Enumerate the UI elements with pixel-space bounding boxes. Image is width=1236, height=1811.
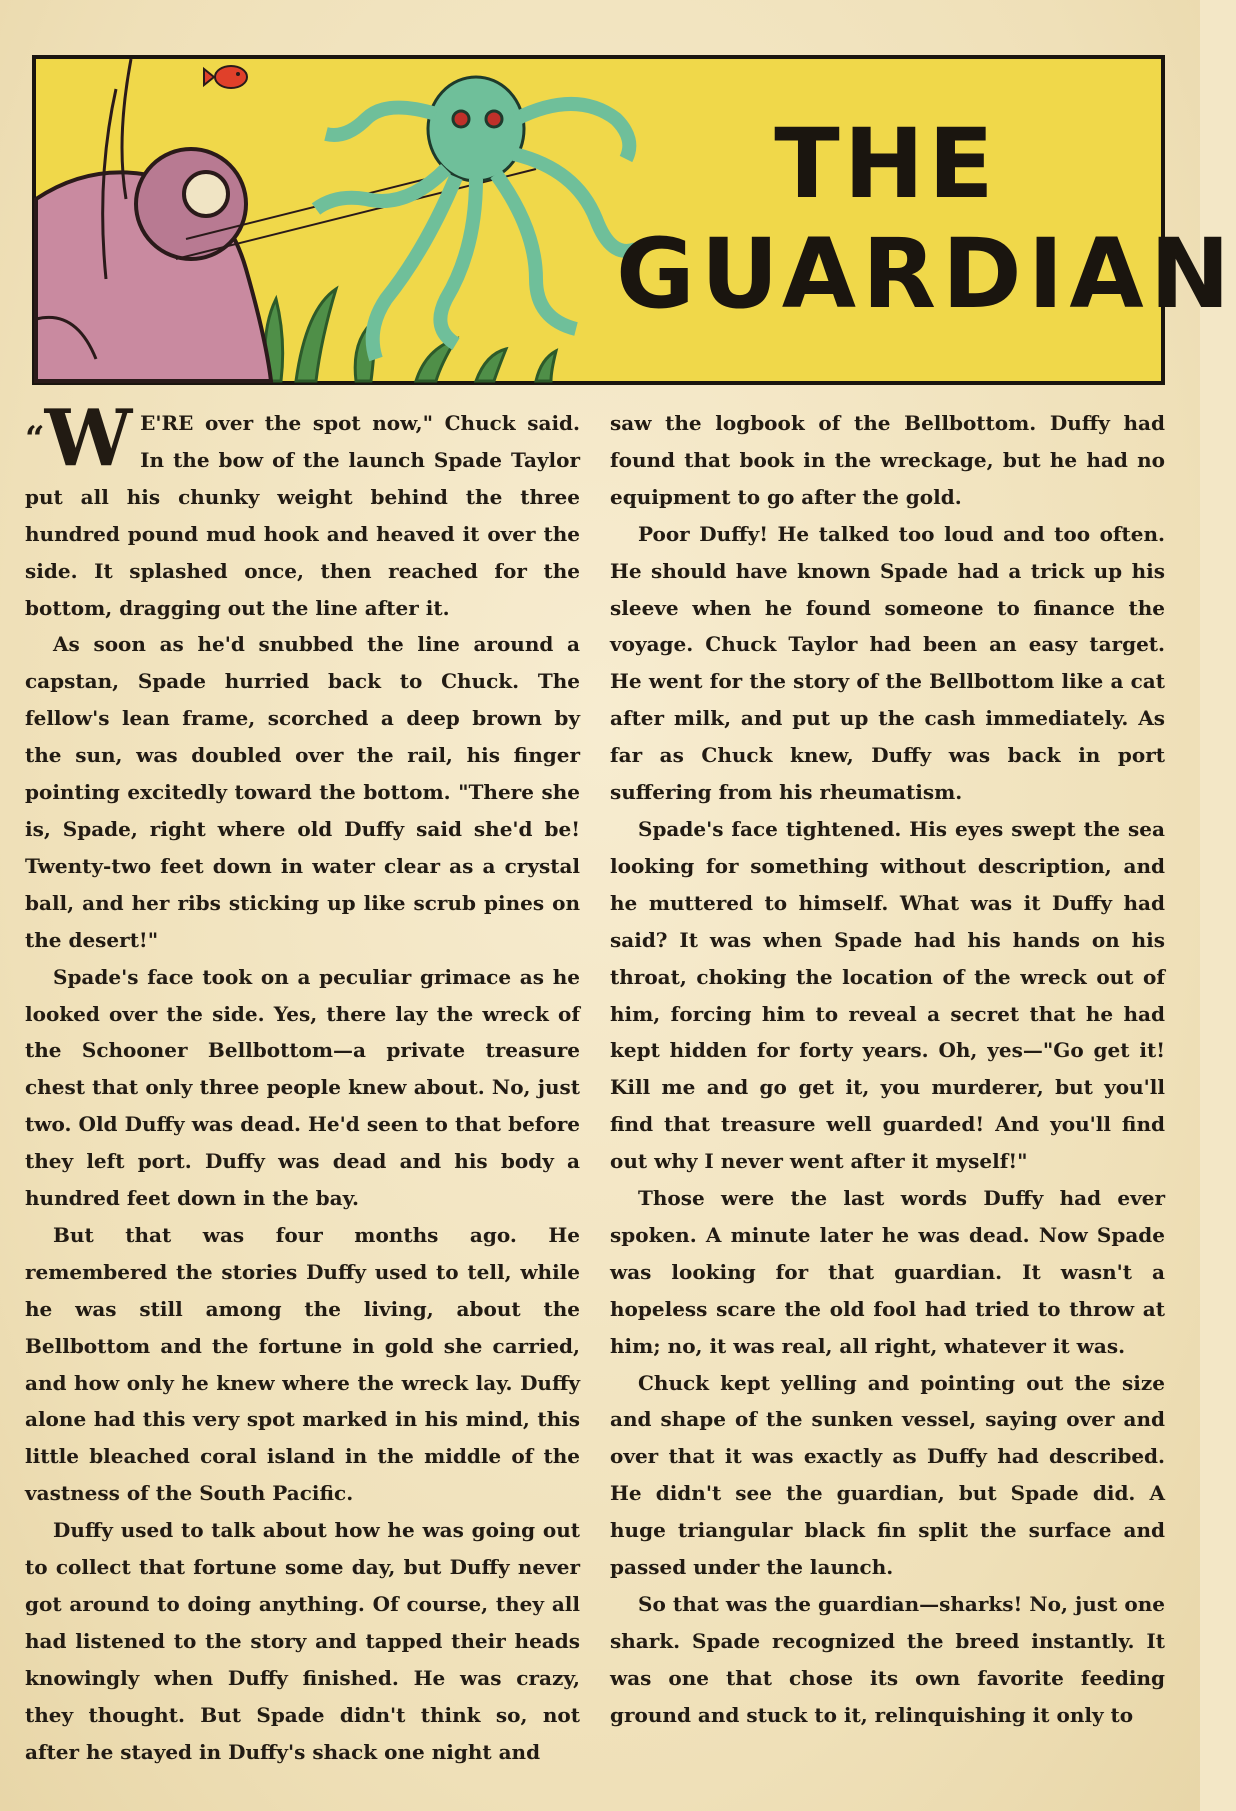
paragraph: As soon as he'd snubbed the line around a capstan, Spade hurried back to Chuck. The fellow's lean frame, scorched a deep brown by the sun, was doubled over the rail, his finger pointing excitedly toward the bottom. "There she is, Spade, right where old Duffy said she'd be! Twenty-two feet down in water clear as a crystal ball, and her ribs sticking up like scrub pines on the desert!" bbox=[25, 632, 580, 952]
title-line-1: THE bbox=[774, 108, 998, 220]
drop-cap: “W bbox=[25, 393, 133, 484]
title-line-2: GUARDIAN bbox=[616, 218, 1236, 330]
paragraph: Spade's face took on a peculiar grimace as he looked over the side. Yes, there lay the wreck of the Schooner Bellbottom—a private treasure chest that only three people knew about. No, just two. Old Duffy was dead. He'd seen to that before they left port. Duffy was dead and his body a hundred feet down in the bay. bbox=[25, 964, 580, 1211]
paragraph: Duffy used to talk about how he was going out to collect that fortune some day, but Duffy never got around to doing anything. Of course, they all had listened to the story and tapped their heads knowingly when Duffy finished. He was crazy, they thought. But Spade didn't think so, not after he stayed in Duffy's shack one night and bbox=[25, 1518, 580, 1764]
paragraph: Chuck kept yelling and pointing out the size and shape of the sunken vessel, saying over and over that it was exactly as Duffy had described. He didn't see the guardian, but Spade did. A huge triangular black fin split the surface and passed under the launch. bbox=[610, 1370, 1165, 1580]
title-banner bbox=[32, 55, 1236, 385]
paragraph: Those were the last words Duffy had ever spoken. A minute later he was dead. Now Spade was looking for that guardian. It wasn't a hopeless scare the old fool had tried to throw at him; no, it was real, all right, whatever it was. bbox=[610, 1186, 1165, 1358]
right-column bbox=[610, 405, 1165, 1734]
paragraph: “W E'RE over the spot now," Chuck said. In the bow of the launch Spade Taylor put all his chunky weight behind the three hundred pound mud hook and heaved it over the side. It splashed once, then reached for the bottom, dragging out the line after it. bbox=[25, 393, 580, 620]
paragraph: Poor Duffy! He talked too loud and too often. He should have known Spade had a trick up his sleeve when he found someone to finance the voyage. Chuck Taylor had been an easy target. He went for the story of the Bellbottom like a cat after milk, and put up the cash immediately. As far as Chuck knew, Duffy was back in port suffering from his rheumatism. bbox=[610, 521, 1165, 805]
octopus bbox=[316, 77, 636, 359]
story-title bbox=[616, 108, 1236, 330]
paragraph: But that was four months ago. He remembered the stories Duffy used to tell, while he was still among the living, about the Bellbottom and the fortune in gold she carried, and how only he knew where the wreck lay. Duffy alone had this very spot marked in his mind, this little bleached coral island in the middle of the vastness of the South Pacific. bbox=[25, 1222, 580, 1506]
diver bbox=[36, 59, 271, 381]
seaweed bbox=[265, 289, 556, 381]
left-column bbox=[25, 393, 580, 1771]
paragraph: Spade's face tightened. His eyes swept the sea looking for something without description, and he muttered to himself. What was it Duffy had said? It was when Spade had his hands on his throat, choking the location of the wreck out of him, forcing him to reveal a secret that he had kept hidden for forty years. Oh, yes—"Go get it! Kill me and go get it, you murderer, but you'll find that treasure well guarded! And you'll find out why I never went after it myself!" bbox=[610, 816, 1165, 1174]
paragraph: saw the logbook of the Bellbottom. Duffy had found that book in the wreckage, but he had no equipment to go after the gold. bbox=[610, 411, 1165, 509]
fish-icon bbox=[204, 66, 247, 88]
paragraph: So that was the guardian—sharks! No, just one shark. Spade recognized the breed instantly. It was one that chose its own favorite feeding ground and stuck to it, relinquishing it only to bbox=[610, 1592, 1165, 1727]
